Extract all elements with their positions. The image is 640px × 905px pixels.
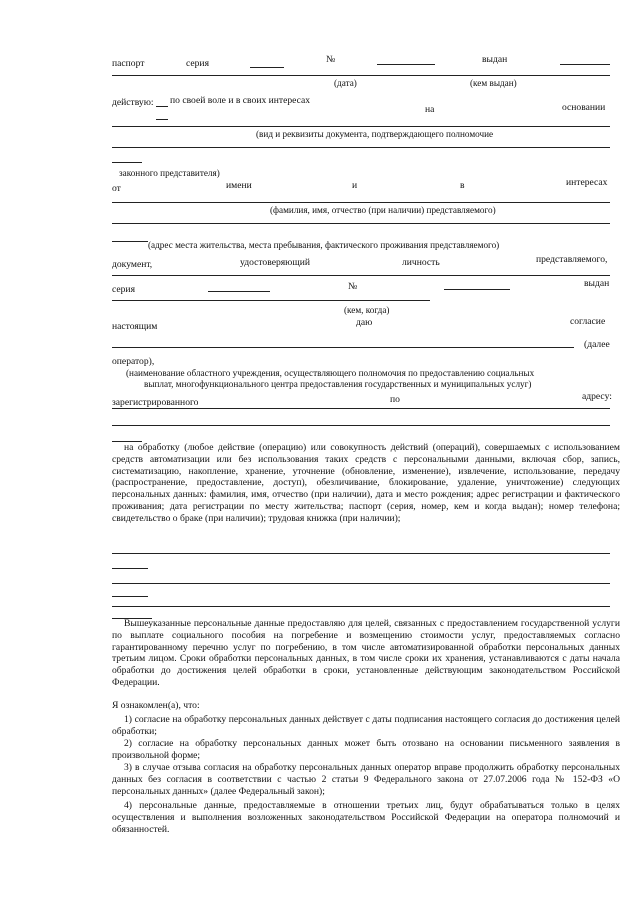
own-will-checkbox-line[interactable] (156, 106, 168, 107)
processing-paragraph (112, 442, 620, 525)
operator-label: оператор), (112, 356, 155, 367)
series2-line[interactable] (208, 291, 270, 292)
aware-text: Я ознакомлен(а), что: (112, 700, 200, 711)
document-label: документ, (112, 259, 153, 270)
item-4 (112, 800, 620, 835)
number-line[interactable] (377, 64, 435, 65)
additional-data-line-4[interactable] (112, 596, 148, 597)
item-1-text: 1) согласие на обработку персональных данных действует с даты подписания настоящего согласия до достижения целей обработки; (112, 714, 620, 737)
passport-label: паспорт (112, 58, 145, 69)
additional-data-line-2[interactable] (112, 568, 148, 569)
fio-note: (фамилия, имя, отчество (при наличии) представляемого) (270, 205, 496, 215)
address-note: (адрес места жительства, места пребывания, фактического проживания представляемого) (148, 240, 500, 250)
item-3 (112, 762, 620, 797)
number-label: № (326, 54, 336, 65)
name-label: имени (226, 180, 252, 191)
institution-note-2: выплат, многофункционального центра предоставления государственных и муниципальных услуг) (144, 379, 532, 389)
aware-heading (112, 700, 620, 712)
date-note: (дата) (334, 78, 357, 88)
on-label: на (425, 104, 435, 115)
acting-label: действую: (112, 97, 154, 108)
at-address-label: адресу: (582, 391, 612, 402)
registered-label: зарегистрированного (112, 397, 199, 408)
from-label: от (112, 183, 121, 194)
and-label: и (352, 180, 358, 191)
legal-rep-note: законного представителя) (119, 168, 220, 178)
number2-label: № (348, 281, 358, 292)
present-label: настоящим (112, 321, 158, 332)
representative-checkbox-line[interactable] (156, 119, 168, 120)
address-line[interactable] (112, 223, 610, 224)
basis-line-3[interactable] (112, 162, 142, 163)
additional-data-line-5[interactable] (112, 606, 610, 607)
series-label: серия (186, 58, 209, 69)
basis-label: основании (562, 102, 606, 113)
further-label: (далее (584, 339, 610, 350)
registered-line[interactable] (112, 408, 610, 409)
item-1 (112, 714, 620, 738)
processing-text: на обработку (любое действие (операцию) или совокупность действий (операций), совершаемых с использованием средств автоматизации или без использования таких средств с персональными данными, включая сбор, запись, систематизацию, накопление, хранение, уточнение (обновление, изменение), извлечение, использование, передачу (распространение, предоставление, доступ), обезличивание, блокирование, удаление, уничтожение) следующих персональных данных: фамилия, имя, отчество (при наличии), дата и место рождения; адрес регистрации и фактического проживания; дата регистрации по месту жительства; паспорт (серия, номер, кем и когда выдан); номер телефона; свидетельство о браке (при наличии); трудовая книжка (при наличии); (112, 442, 620, 524)
issued-label: выдан (482, 54, 508, 65)
purpose-text: Вышеуказанные персональные данные предоставляю для целей, связанных с предоставлением государственной услуги по выплате социального пособия на погребение и возмещению стоимости услуг, предоставляемых согласно гарантированному перечню услуг по погребению, в том числе автоматизированной обработки персональных данных третьим лицом. Сроки обработки персональных данных, в том числе сроки их хранения, устанавливаются с даты начала обработки до достижения целей обработки в сроки, установленные действующим законодательством Российской Федерации. (112, 618, 620, 688)
address-line-2[interactable] (112, 241, 148, 242)
purpose-paragraph (112, 618, 620, 689)
issued2-line[interactable] (112, 300, 430, 301)
number2-line[interactable] (444, 289, 510, 290)
registered-line-2[interactable] (112, 425, 610, 426)
issued-by-note: (кем выдан) (470, 78, 517, 88)
consent-label: согласие (570, 316, 606, 327)
operator-line[interactable] (112, 347, 574, 348)
identity-label: личность (402, 257, 440, 268)
give-label: даю (356, 317, 373, 328)
additional-data-line-1[interactable] (112, 553, 610, 554)
in-label: в (460, 180, 465, 191)
document-line[interactable] (112, 275, 610, 276)
who-when-note: (кем, когда) (344, 305, 390, 315)
document-note: (вид и реквизиты документа, подтверждающего полномочие (256, 129, 494, 139)
additional-data-line-3[interactable] (112, 583, 610, 584)
item-2 (112, 738, 620, 762)
by-label: по (390, 394, 400, 405)
issued2-label: выдан (584, 278, 610, 289)
series-line[interactable] (250, 67, 284, 68)
institution-note-1: (наименование областного учреждения, осуществляющего полномочия по предоставлению социальных (126, 368, 535, 378)
basis-line[interactable] (112, 126, 610, 127)
issued-line[interactable] (560, 64, 610, 65)
item-3-text: 3) в случае отзыва согласия на обработку персональных данных оператор вправе продолжить обработку персональных данных без согласия в соответствии с частью 2 статьи 9 Федерального закона от 27.07.2006 года № 152-ФЗ «О персональных данных» (далее Федеральный закон); (112, 762, 620, 797)
item-4-text: 4) персональные данные, предоставляемые в отношении третьих лиц, будут обрабатываться только в целях осуществления и выполнения возложенных законодательством Российской Федерации на оператора полномочий и обязанностей. (112, 800, 620, 835)
basis-line-2[interactable] (112, 147, 610, 148)
fio-line[interactable] (112, 202, 610, 203)
own-will-label: по своей воле и в своих интересах (170, 95, 311, 106)
certifying-label: удостоверяющий (240, 257, 310, 268)
series2-label: серия (112, 284, 135, 295)
represented-label: представляемого, (536, 254, 608, 265)
issued-full-line[interactable] (112, 75, 610, 76)
interests-label: интересах (566, 177, 608, 188)
item-2-text: 2) согласие на обработку персональных данных может быть отозвано на основании письменного заявления в произвольной форме; (112, 738, 620, 761)
